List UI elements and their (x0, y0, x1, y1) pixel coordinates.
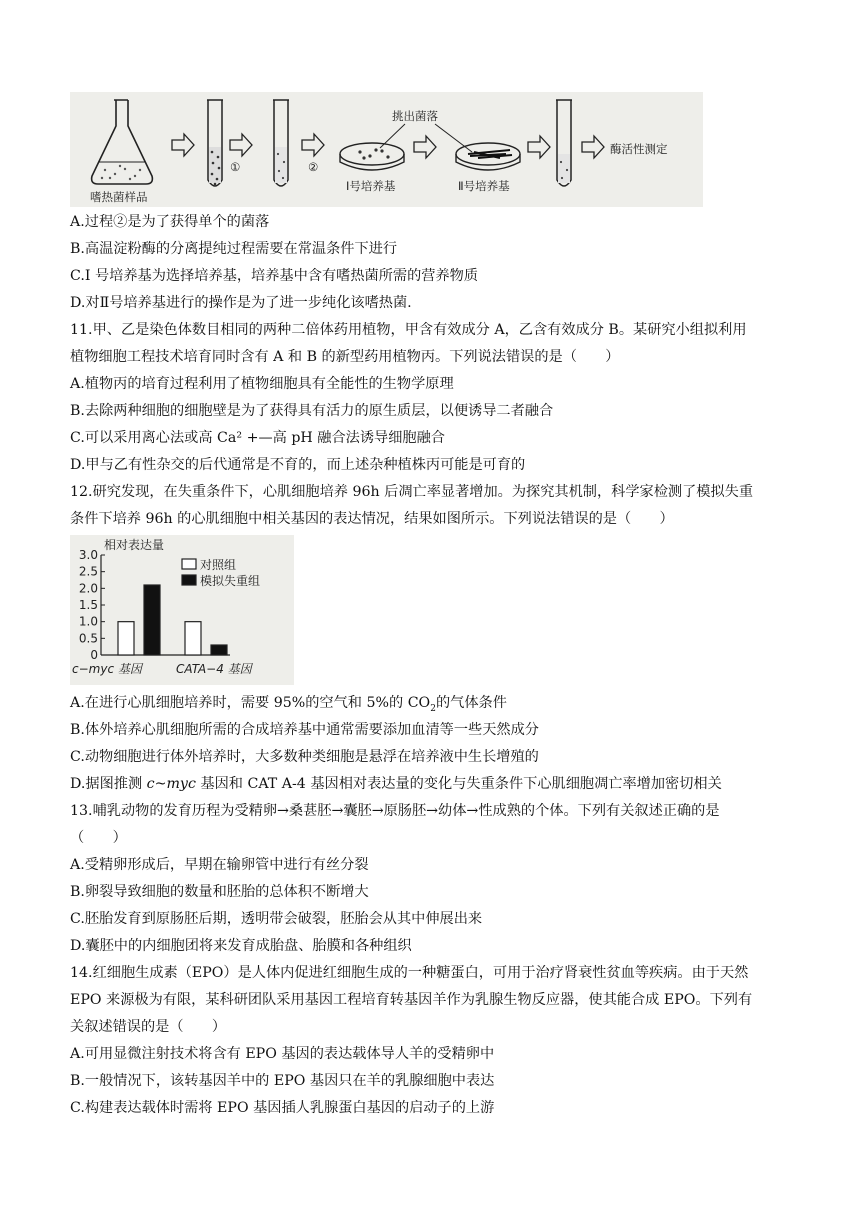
q14-stem-line3: 关叙述错误的是（ ） (70, 1019, 227, 1035)
arrow-icon (528, 136, 550, 158)
q12-option-c: C.动物细胞进行体外培养时，大多数种类细胞是悬浮在培养液中生长增殖的 (70, 749, 539, 765)
legend-label: 模拟失重组 (200, 574, 261, 588)
q11-option-d: D.甲与乙有性杂交的后代通常是不育的，而上述杂种植株丙可能是可育的 (70, 457, 526, 473)
y-tick-label: 2.5 (78, 564, 98, 579)
q11-option-a: A.植物丙的培育过程利用了植物细胞具有全能性的生物学原理 (70, 376, 454, 392)
arrow-icon (172, 134, 194, 156)
petri-dish-icon (340, 143, 404, 170)
medium2-label: Ⅱ号培养基 (458, 179, 510, 193)
q12-option-d-text-end: 基因和 CAT A-4 基因相对表达量的变化与失重条件下心肌细胞凋亡率增加密切相关 (195, 776, 722, 792)
sample-label: 嗜热菌样品 (90, 190, 148, 204)
step2-label: ② (308, 160, 319, 174)
process-diagram (70, 92, 703, 207)
q12-stem-line1: 12.研究发现，在失重条件下，心肌细胞培养 96h 后凋亡率显著增加。为探究其机制，科学家检测了模拟失重 (70, 484, 754, 500)
x-category-label: c−myc 基因 (72, 662, 142, 676)
q12-option-d (70, 774, 722, 794)
q10-option-a: A.过程②是为了获得单个的菌落 (70, 214, 270, 230)
q13-option-c: C.胚胎发育到原肠胚后期，透明带会破裂，胚胎会从其中伸展出来 (70, 911, 483, 927)
q11-option-b: B.去除两种细胞的细胞壁是为了获得具有活力的原生质层，以便诱导二者融合 (70, 403, 554, 419)
y-tick-label: 2.0 (78, 581, 98, 596)
bar-control-1 (185, 622, 201, 655)
y-tick-label: 1.0 (78, 614, 98, 629)
q14-option-a: A.可用显微注射技术将含有 EPO 基因的表达载体导人羊的受精卵中 (70, 1046, 495, 1062)
q12-option-d-gene: c~myc (146, 776, 196, 792)
q14-stem-line2: EPO 来源极为有限，某科研团队采用基因工程培育转基因羊作为乳腺生物反应器，使其能合成 EPO。下列有 (70, 992, 753, 1008)
q12-option-a-subscript: 2 (430, 703, 436, 714)
y-tick-label: 3.0 (78, 548, 98, 562)
bar-weightless-0 (144, 585, 160, 655)
q12-option-a-text-end: 的气体条件 (435, 695, 507, 711)
q11-stem-line2: 植物细胞工程技术培育同时含有 A 和 B 的新型药用植物丙。下列说法错误的是（ ） (70, 349, 620, 365)
q14-option-c: C.构建表达载体时需将 EPO 基因插人乳腺蛋白基因的启动子的上游 (70, 1100, 495, 1116)
flask-icon (92, 100, 153, 184)
legend-swatch (182, 559, 196, 569)
medium1-label: Ⅰ号培养基 (346, 179, 396, 193)
legend-label: 对照组 (200, 558, 237, 572)
arrow-icon (302, 134, 324, 156)
q13-stem-line2: （ ） (70, 830, 127, 846)
q10-option-c: C.I 号培养基为选择培养基，培养基中含有嗜热菌所需的营养物质 (70, 268, 479, 284)
expression-chart (70, 535, 294, 685)
q14-stem-line1: 14.红细胞生成素（EPO）是人体内促进红细胞生成的一种糖蛋白，可用于治疗肾衰性贫血等疾病。由于天然 (70, 965, 749, 981)
y-tick-label: 0.5 (78, 631, 98, 646)
q12-option-a-text: A.在进行心肌细胞培养时，需要 95%的空气和 5%的 CO (70, 695, 431, 711)
arrow-icon (414, 136, 436, 158)
q12-option-d-text: D.据图推测 (70, 776, 147, 792)
q13-option-b: B.卵裂导致细胞的数量和胚胎的总体积不断增大 (70, 884, 369, 900)
assay-label: 酶活性测定 (610, 142, 668, 156)
bar-weightless-1 (211, 645, 227, 655)
q12-option-a (70, 693, 507, 719)
process-diagram-svg (70, 92, 703, 207)
y-tick-label: 1.5 (78, 598, 98, 612)
q13-option-a: A.受精卵形成后，早期在输卵管中进行有丝分裂 (70, 857, 369, 873)
y-tick-label: 0 (90, 648, 98, 662)
q11-stem-line1: 11.甲、乙是染色体数目相同的两种二倍体药用植物，甲含有效成分 A，乙含有效成分 B。某研究小组拟利用 (70, 322, 747, 338)
q14-option-b: B.一般情况下，该转基因羊中的 EPO 基因只在羊的乳腺细胞中表达 (70, 1073, 495, 1089)
legend-swatch (182, 575, 196, 585)
expression-chart-svg (70, 535, 294, 685)
q12-option-b: B.体外培养心肌细胞所需的合成培养基中通常需要添加血清等一些天然成分 (70, 722, 539, 738)
q13-option-d: D.囊胚中的内细胞团将来发育成胎盘、胎膜和各种组织 (70, 938, 412, 954)
x-category-label: CATA−4 基因 (176, 662, 252, 676)
arrow-icon (582, 136, 604, 158)
bar-control-0 (118, 622, 134, 655)
q10-option-d: D.对Ⅱ号培养基进行的操作是为了进一步纯化该嗜热菌. (70, 295, 412, 311)
arrow-icon (230, 134, 252, 156)
chart-ylabel: 相对表达量 (104, 538, 165, 552)
q11-option-c: C.可以采用离心法或高 Ca² +—高 pH 融合法诱导细胞融合 (70, 430, 445, 446)
q12-stem-line2: 条件下培养 96h 的心肌细胞中相关基因的表达情况，结果如图所示。下列说法错误的是（ ） (70, 511, 674, 527)
q13-stem-line1: 13.哺乳动物的发育历程为受精卵→桑葚胚→囊胚→原肠胚→幼体→性成熟的个体。下列有关叙述正确的是 (70, 803, 720, 819)
step1-label: ① (230, 160, 241, 174)
pick-colony-label: 挑出菌落 (392, 109, 438, 123)
q10-option-b: B.高温淀粉酶的分离提纯过程需要在常温条件下进行 (70, 241, 398, 257)
